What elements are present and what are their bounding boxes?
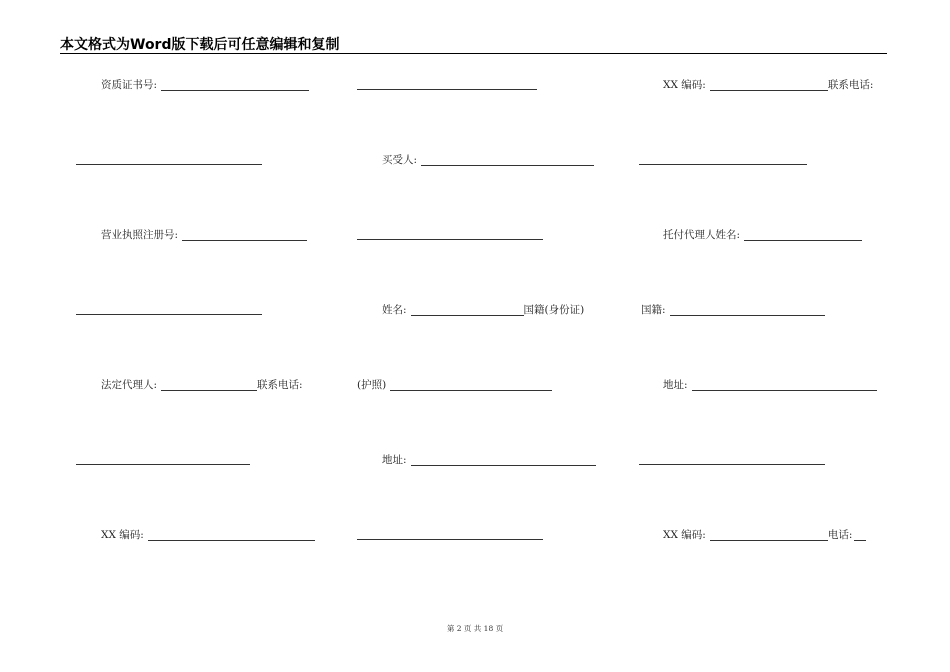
form-cell-r3-c2 — [357, 229, 543, 240]
form-cell-r6-c2 — [382, 454, 596, 466]
form-cell-r1-c1 — [101, 79, 309, 91]
form-cell-r7-c2 — [357, 529, 543, 540]
form-cell-r4-c2 — [382, 304, 584, 316]
form-cell-r3-c1 — [101, 229, 307, 241]
fill-in-line[interactable] — [710, 530, 828, 541]
fill-in-line[interactable] — [411, 305, 524, 316]
form-cell-r1-c2 — [357, 79, 537, 90]
fill-in-line[interactable] — [639, 454, 825, 465]
field-label: XX 编码: — [101, 529, 144, 541]
fill-in-line[interactable] — [692, 380, 877, 391]
fill-in-line[interactable] — [161, 80, 309, 91]
fill-in-line[interactable] — [76, 154, 262, 165]
fill-in-line[interactable] — [357, 529, 543, 540]
form-cell-r5-c1 — [101, 379, 303, 391]
field-label-tail: 联系电话: — [827, 79, 874, 91]
fill-in-line[interactable] — [357, 79, 537, 90]
fill-in-line[interactable] — [744, 230, 862, 241]
field-label: XX 编码: — [663, 79, 706, 91]
field-label: 地址: — [382, 454, 407, 466]
fill-in-line[interactable] — [670, 305, 825, 316]
fill-in-line[interactable] — [161, 380, 257, 391]
field-label: (护照) — [357, 379, 387, 391]
field-label: XX 编码: — [663, 529, 706, 541]
field-label: 托付代理人姓名: — [663, 229, 741, 241]
field-label: 姓名: — [382, 304, 407, 316]
field-label: 法定代理人: — [101, 379, 158, 391]
form-cell-r1-c3 — [663, 79, 873, 91]
fill-in-line[interactable] — [182, 230, 307, 241]
form-cell-r6-c1 — [76, 454, 250, 465]
field-label: 买受人: — [382, 154, 418, 166]
form-cell-r6-c3 — [639, 454, 825, 465]
field-label: 国籍: — [641, 304, 666, 316]
header-title: 本文格式为Word版下载后可任意编辑和复制 — [60, 37, 340, 53]
page-footer: 第 2 页 共 18 页 — [446, 624, 504, 633]
fill-in-line[interactable] — [710, 80, 828, 91]
field-label: 营业执照注册号: — [101, 229, 179, 241]
fill-in-line[interactable] — [357, 229, 543, 240]
fill-in-line[interactable] — [76, 304, 262, 315]
field-label-tail: 电话: — [827, 529, 853, 541]
field-label: 地址: — [663, 379, 688, 391]
field-label-tail: 联系电话: — [257, 379, 303, 391]
fill-in-line[interactable] — [639, 154, 807, 165]
fill-in-line[interactable] — [411, 455, 596, 466]
form-cell-r4-c1 — [76, 304, 262, 315]
fill-in-line[interactable] — [421, 155, 594, 166]
form-cell-r2-c3 — [639, 154, 807, 165]
form-cell-r3-c3 — [663, 229, 862, 241]
form-cell-r4-c3 — [641, 304, 825, 316]
form-cell-r2-c2 — [382, 154, 594, 166]
fill-in-line[interactable] — [148, 530, 315, 541]
form-cell-r5-c3 — [663, 379, 877, 391]
fill-in-line[interactable] — [76, 454, 250, 465]
form-cell-r2-c1 — [76, 154, 262, 165]
fill-in-line[interactable] — [390, 380, 552, 391]
form-cell-r7-c1 — [101, 529, 315, 541]
form-cell-r7-c3 — [663, 529, 866, 541]
form-cell-r5-c2 — [357, 379, 552, 391]
fill-in-line-tail[interactable] — [854, 530, 866, 541]
field-label: 资质证书号: — [101, 79, 158, 91]
header-divider — [60, 53, 887, 54]
field-label-tail: 国籍(身份证) — [523, 304, 585, 316]
